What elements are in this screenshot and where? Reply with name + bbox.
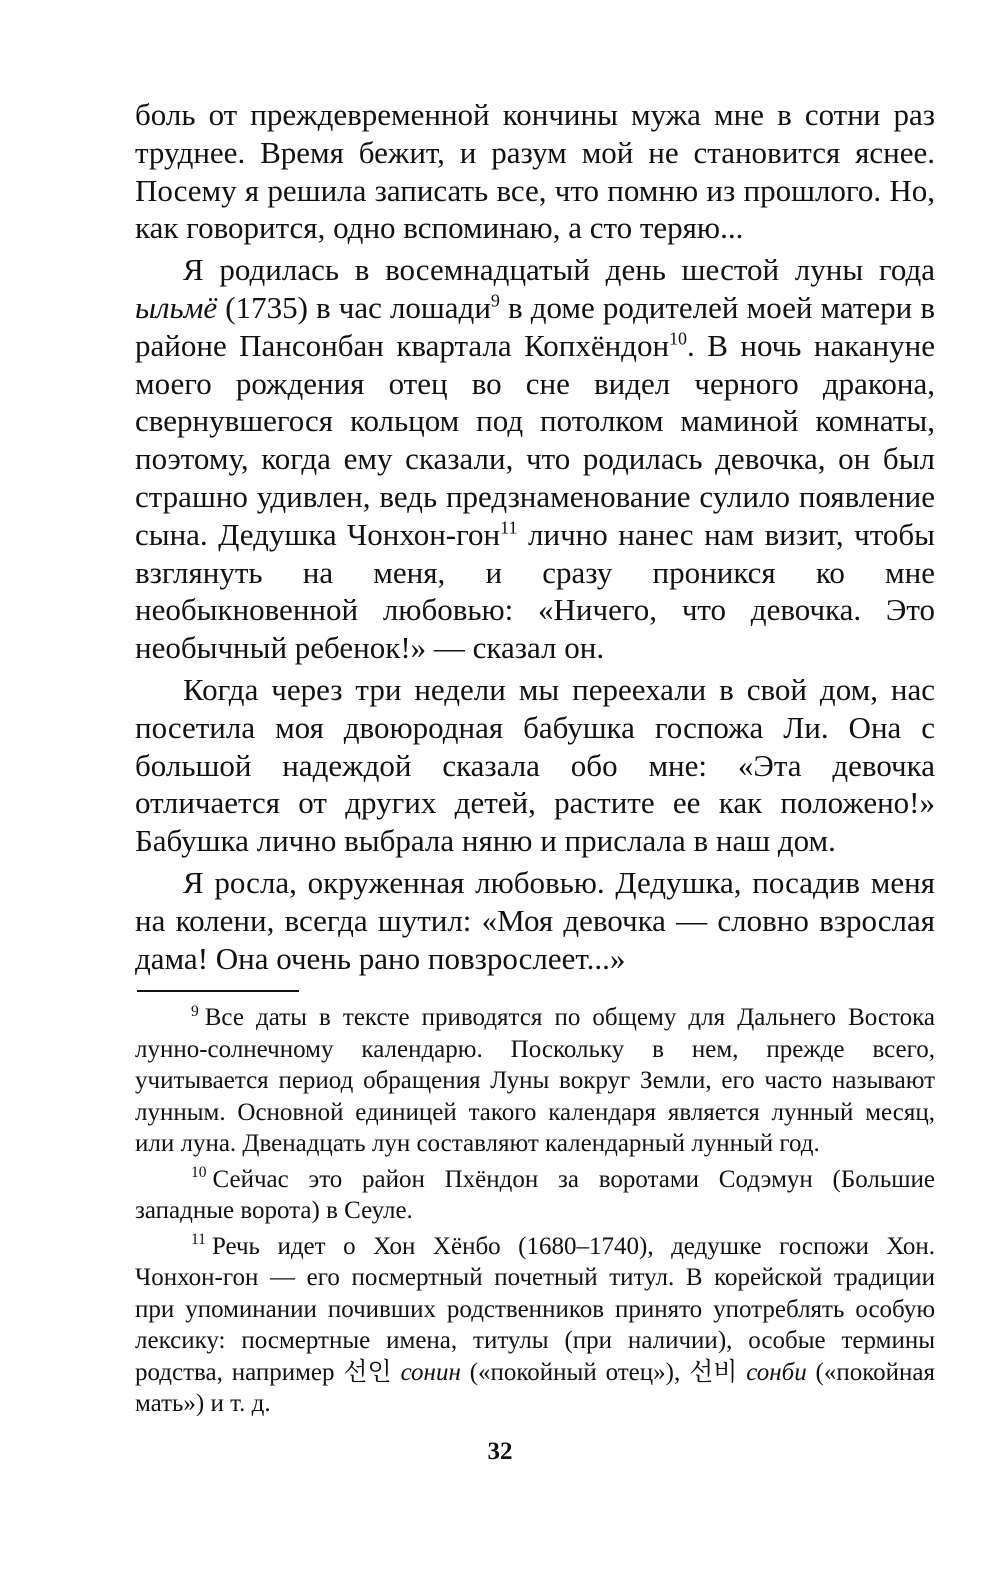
paragraph-4 — [135, 864, 935, 977]
korean-term-ylme: ыльмё — [135, 289, 218, 325]
term-sonin: сонин — [400, 1358, 461, 1386]
page-number: 32 — [487, 1438, 513, 1465]
hangul-seonbi: 선비 — [689, 1358, 738, 1386]
footnote-10 — [135, 1164, 935, 1227]
footnote-11-text-a: Речь идет о Хон Хёнбо (1680–1740), дедушке госпожи Хон. Чонхон-гон — его посмертный почетный титул. В корейской традиции при упоминании почивших родственников принято употреблять особую лексику: посмертные имена, титулы (при наличии), особые термины родства, например — [135, 1232, 935, 1386]
paragraph-2 — [135, 251, 935, 667]
paragraph-2-text-a: Я родилась в восемнадцатый день шестой луны года — [183, 252, 935, 288]
paragraph-2-text-c: в доме родителей моей матери в районе Пансонбан квартала Копхёндон — [135, 289, 936, 363]
footnote-10-number: 10 — [191, 1164, 207, 1182]
footnote-11-text-b: («покойный отец»), — [460, 1358, 690, 1386]
paragraph-2-text-b: (1735) в час лошади — [217, 289, 491, 325]
main-text — [135, 96, 935, 977]
footnote-9-text: Все даты в тексте приводятся по общему для Дальнего Востока лунно-солнечному календарю. Поскольку в нем, прежде всего, учитывается период обращения Луны вокруг Земли, его часто называют лунным. Основной единицей такого календаря является лунный месяц, или луна. Двенадцать лун составляют календарный лунный год. — [135, 1004, 935, 1157]
paragraph-2-text-d: . В ночь накануне моего рождения отец во сне видел черного дракона, свернувшегося кольцом под потолком маминой комнаты, поэтому, когда ему сказали, что родилась девочка, он был страшно удивлен, ведь предзнаменование сулило появление сына. Дедушка Чонхон-гон — [135, 327, 935, 552]
footnote-divider — [137, 990, 299, 992]
footnote-11-number: 11 — [191, 1231, 206, 1249]
paragraph-1 — [135, 96, 935, 247]
footnote-11-text-c: («покойная мать») и т. д. — [135, 1358, 935, 1417]
term-sonbi: сонби — [746, 1358, 807, 1386]
hangul-seonin: 선인 — [343, 1358, 392, 1386]
footnote-9-number: 9 — [191, 1002, 199, 1020]
paragraph-4-text: Я росла, окруженная любовью. Дедушка, посадив меня на колени, всегда шутил: «Моя девочка — словно взрослая дама! Она очень рано повзрослеет...» — [135, 864, 935, 976]
footnote-10-text: Сейчас это район Пхёндон за воротами Содэмун (Большие западные ворота) в Сеуле. — [135, 1165, 935, 1224]
paragraph-3 — [135, 671, 935, 860]
footnote-9 — [135, 1002, 935, 1160]
paragraph-1-text: боль от преждевременной кончины мужа мне в сотни раз труднее. Время бежит, и разум мой не становится яснее. Посему я решила записать все, что помню из прошлого. Но, как говорится, одно вспоминаю, а сто теряю... — [135, 97, 935, 246]
paragraph-2-text-e: лично нанес нам визит, чтобы взглянуть на меня, и сразу проникся ко мне необыкновенной любовью: «Ничего, что девочка. Это необычный ребенок!» — сказал он. — [135, 516, 935, 666]
footnote-11 — [135, 1231, 935, 1420]
paragraph-3-text: Когда через три недели мы переехали в свой дом, нас посетила моя двоюродная бабушка госпожа Ли. Она с большой надеждой сказала обо мне: «Эта девочка отличается от других детей, растите ее как положено!» Бабушка лично выбрала няню и прислала в наш дом. — [135, 671, 935, 859]
footnote-ref-9: 9 — [490, 290, 500, 311]
footnote-ref-11: 11 — [500, 517, 518, 538]
footnotes — [135, 1002, 935, 1420]
footnote-ref-10: 10 — [669, 328, 688, 349]
